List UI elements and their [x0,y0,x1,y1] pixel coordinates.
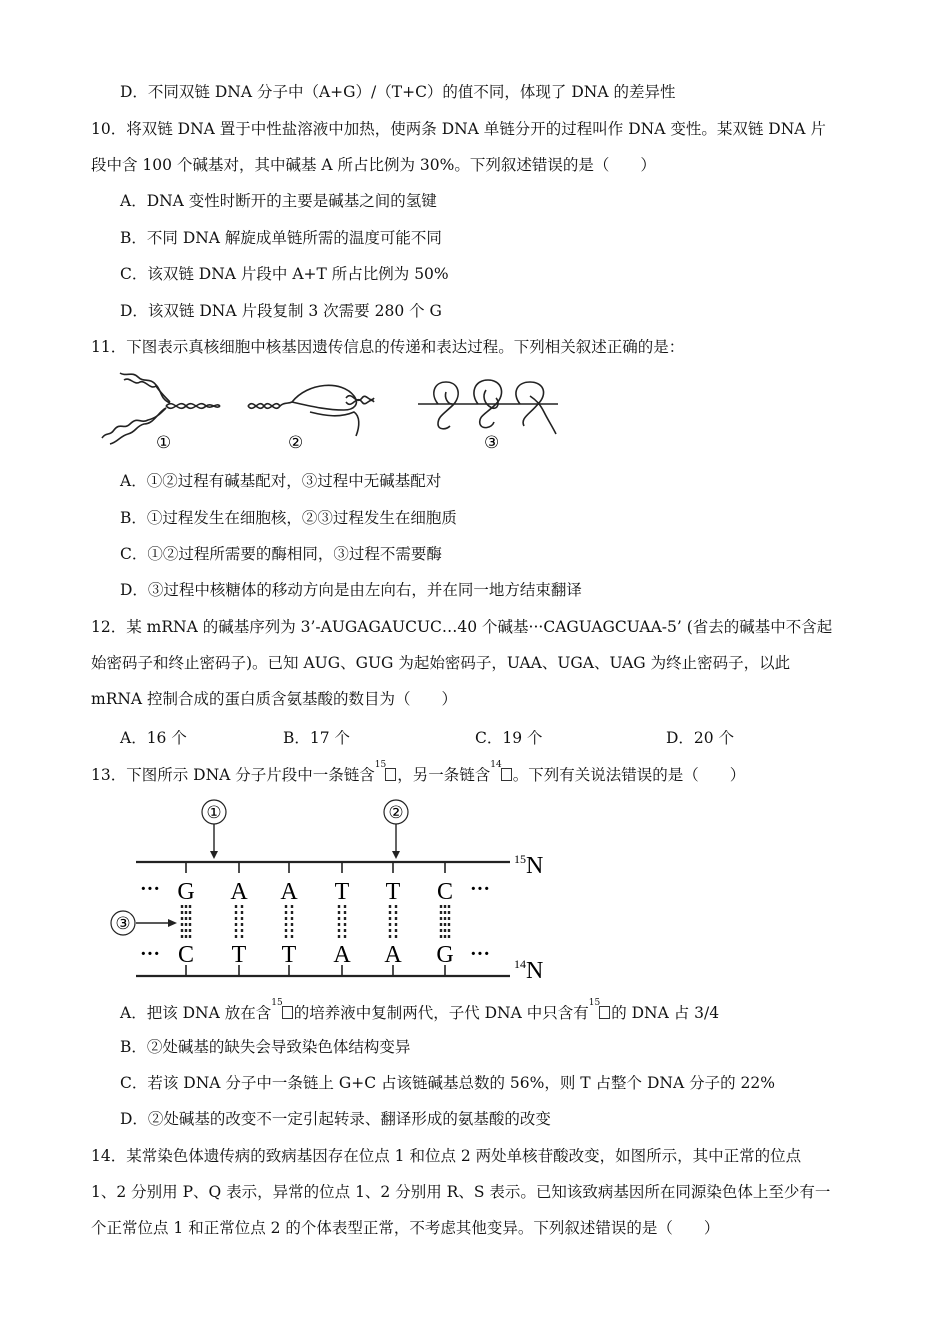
q11-option-b: B．①过程发生在细胞核，②③过程发生在细胞质 [120,509,457,527]
q10-option-c: C．该双链 DNA 片段中 A+T 所占比例为 50% [120,265,449,283]
q11-label-1: ① [156,433,172,452]
q12-option-d: D．20 个 [666,729,735,747]
q14-stem-line3: 个正常位点 1 和正常位点 2 的个体表型正常，不考虑其他变异。下列叙述错误的是（ ） [91,1219,720,1237]
q13-stem [91,762,745,785]
q12-option-c: C．19 个 [475,729,543,747]
top-right-ellipsis: ··· [470,878,491,900]
q13-stem-part-a: 13．下图所示 DNA 分子片段中一条链含 [91,766,375,785]
q10-option-d: D．该双链 DNA 片段复制 3 次需要 280 个 G [120,302,442,320]
q11-option-a: A．①②过程有碱基配对，③过程中无碱基配对 [120,472,442,490]
q10-option-b: B．不同 DNA 解旋成单链所需的温度可能不同 [120,229,442,247]
q11-option-d: D．③过程中核糖体的移动方向是由左向右，并在同一地方结束翻译 [120,581,582,599]
q12-stem-line2: 始密码子和终止密码子)。已知 AUG、GUG 为起始密码子，UAA、UGA、UAG 为终止密码子，以此 [91,654,791,672]
q12-option-a: A．16 个 [120,729,187,747]
q13-option-a: A．把该 DNA 放在含$^{15}$的培养液中复制两代，子代 DNA 中只含有$^{15}$的 DNA 占 3/4 [120,998,720,1023]
q13-stem-part-c: 。下列有关说法错误的是（ ） [512,766,746,785]
bottom-base-2: T [231,942,247,968]
bottom-base-4: A [333,942,351,968]
top-strand-isotope: $^{15}$N [514,852,544,879]
q11-process-figure [100,368,570,458]
ribosome-1-peptide [445,392,452,404]
q12-stem-line1: 12．某 mRNA 的碱基序列为 3’-AUGAGAUCUC…40 个碱基···CAGUAGCUAA-5’ (省去的碱基中不含起 [91,618,833,636]
q12-option-b: B．17 个 [283,729,351,747]
q9-option-d: D．不同双链 DNA 分子中（A+G）/（T+C）的值不同，体现了 DNA 的差异性 [120,83,676,101]
marker-1-label: ① [206,803,222,822]
q14-stem-line2: 1、2 分别用 P、Q 表示，异常的位点 1、2 分别用 R、S 表示。已知该致病基因所在同源染色体上至少有一 [91,1183,831,1201]
q13-dna-diagram [100,795,560,990]
ribosome-2-peptide [484,390,498,408]
bottom-base-1: C [177,942,195,968]
transcription-rna [310,412,359,436]
q12-options-row [0,726,950,746]
q10-option-a: A．DNA 变性时断开的主要是碱基之间的氢键 [120,192,437,210]
bottom-left-ellipsis: ··· [140,943,161,965]
top-left-ellipsis: ··· [140,878,161,900]
q11-stem: 11．下图表示真核细胞中核基因遗传信息的传递和表达过程。下列相关叙述正确的是： [91,338,685,356]
ribosome-3-peptide [530,396,556,434]
top-base-3: A [280,879,298,905]
bottom-strand-isotope: $^{14}$N [514,957,544,984]
bottom-base-6: G [436,942,454,968]
marker-3-label: ③ [115,914,131,933]
n15-isotope-symbol: 15 [271,1004,293,1022]
marker-3-arrowhead [168,919,177,927]
bottom-base-5: A [384,942,402,968]
q13-option-d: D．②处碱基的改变不一定引起转录、翻译形成的氨基酸的改变 [120,1110,551,1128]
q13-option-c: C．若该 DNA 分子中一条链上 G+C 占该链碱基总数的 56%，则 T 占整个 DNA 分子的 22% [120,1074,775,1092]
q11-option-c: C．①②过程所需要的酶相同，③过程不需要酶 [120,545,442,563]
n15-isotope-symbol: 15 [375,766,397,784]
replication-strand-upper [120,373,170,403]
q10-stem-line1: 10．将双链 DNA 置于中性盐溶液中加热，使两条 DNA 单链分开的过程叫作 DNA 变性。某双链 DNA 片 [91,120,826,138]
top-base-4: T [334,879,350,905]
q14-stem-line1: 14．某常染色体遗传病的致病基因存在位点 1 和位点 2 两处单核苷酸改变，如图所示，其中正常的位点 [91,1147,802,1165]
q11-label-2: ② [288,433,304,452]
marker-1-arrowhead [210,851,218,859]
q12-stem-line3: mRNA 控制合成的蛋白质含氨基酸的数目为（ ） [91,690,458,708]
marker-2-label: ② [388,803,404,822]
marker-2-arrowhead [392,851,400,859]
n15-isotope-symbol: 15 [589,1004,611,1022]
bottom-right-ellipsis: ··· [470,943,491,965]
bottom-base-3: T [281,942,297,968]
top-base-5: T [385,879,401,905]
top-base-2: A [230,879,248,905]
n14-isotope-symbol: 14 [490,766,512,784]
q13-stem-part-b: ，另一条链含 [397,766,491,785]
top-base-1: G [177,879,195,905]
q10-stem-line2: 段中含 100 个碱基对，其中碱基 A 所占比例为 30%。下列叙述错误的是（ ） [91,156,656,174]
ribosome-1 [434,382,458,429]
hydrogen-bonds [182,905,449,941]
q11-label-3: ③ [484,433,500,452]
q13-option-b: B．②处碱基的缺失会导致染色体结构变异 [120,1038,411,1056]
top-base-6: C [436,879,454,905]
transcription-helix-right-2 [346,400,374,405]
